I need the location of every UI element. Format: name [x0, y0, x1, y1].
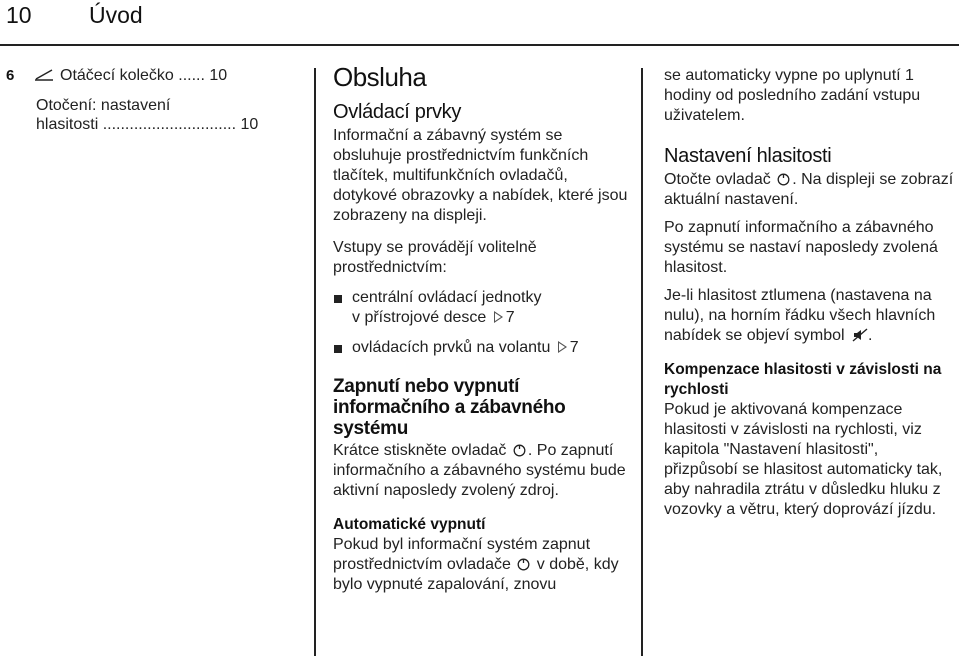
power-knob-icon	[777, 173, 790, 186]
onoff-text: Krátce stiskněte ovladač . Po zapnutí informačního a zábavného systému bude aktivní naposledy zvolený zdroj.	[333, 442, 626, 499]
column-divider-left	[314, 68, 316, 656]
list-item: ovládacích prvků na volantu 7	[333, 338, 633, 358]
page-header	[0, 0, 959, 44]
volume-text: Otočte ovladač . Na displeji se zobrazí aktuální nastavení.	[664, 171, 954, 208]
column-divider-right	[641, 68, 643, 656]
toc-entry[interactable]	[6, 115, 296, 134]
auto-off-continued: se automaticky vypne po uplynutí 1 hodiny od posledního zadání vstupu uživatelem.	[664, 67, 921, 124]
power-knob-icon	[517, 558, 530, 571]
auto-off-heading: Automatické vypnutí	[333, 516, 486, 533]
power-knob-icon	[513, 444, 526, 457]
toc-entry-label: hlasitosti .............................. 10	[36, 116, 259, 133]
volume-text-3: Je-li hlasitost ztlumena (nastavena na nulu), na horním řádku všech hlavních nabídek se objeví symbol .	[664, 287, 936, 344]
page-number: 10	[6, 2, 32, 28]
page-reference[interactable]: 7	[505, 309, 515, 326]
page-reference[interactable]: 7	[569, 339, 579, 356]
page-reference-icon	[558, 341, 567, 353]
onoff-heading: Zapnutí nebo vypnutí informačního a zábavného systému	[333, 376, 566, 439]
header-rule	[0, 44, 959, 46]
volume-heading: Nastavení hlasitosti	[664, 145, 832, 167]
list-item: centrální ovládací jednotky v přístrojové desce 7	[333, 288, 633, 328]
toc	[6, 66, 296, 134]
pencil-icon	[34, 69, 54, 81]
page-title: Úvod	[89, 2, 143, 28]
section-title: Obsluha	[333, 62, 427, 92]
inputs-text: Vstupy se provádějí volitelně prostřednictvím:	[333, 239, 537, 276]
speed-compensation-heading: Kompenzace hlasitosti v závislosti na rychlosti	[664, 361, 942, 398]
volume-text-2: Po zapnutí informačního a zábavného systému se nastaví naposledy zvolená hlasitost.	[664, 219, 938, 276]
controls-text: Informační a zábavný systém se obsluhuje prostřednictvím funkčních tlačítek, multifunkčních ovladačů, dotykové obrazovky a nabídek, které jsou zobrazeny na displeji.	[333, 127, 628, 224]
toc-entry-key: 6	[6, 67, 15, 84]
auto-off-text: Pokud byl informační systém zapnut prostřednictvím ovladače v době, kdy bylo vypnuté zapalování, znovu	[333, 536, 619, 593]
toc-entry[interactable]	[6, 96, 296, 115]
toc-entry-label: Otočení: nastavení	[36, 97, 171, 114]
speed-compensation-text: Pokud je aktivovaná kompenzace hlasitosti v závislosti na rychlosti, viz kapitola "Nastavení hlasitosti", přizpůsobí se hlasitost automaticky tak, aby nahradila ztrátu v důsledku hluku z vozovky a větru, který doprovází jízdu.	[664, 401, 943, 518]
middle-column	[333, 60, 633, 595]
mute-icon	[852, 328, 868, 342]
controls-heading: Ovládací prvky	[333, 101, 462, 123]
toc-entry[interactable]	[6, 66, 296, 85]
toc-entry-label: Otáčecí kolečko ...... 10	[60, 67, 228, 84]
page-reference-icon	[494, 311, 503, 323]
right-column	[664, 66, 956, 520]
